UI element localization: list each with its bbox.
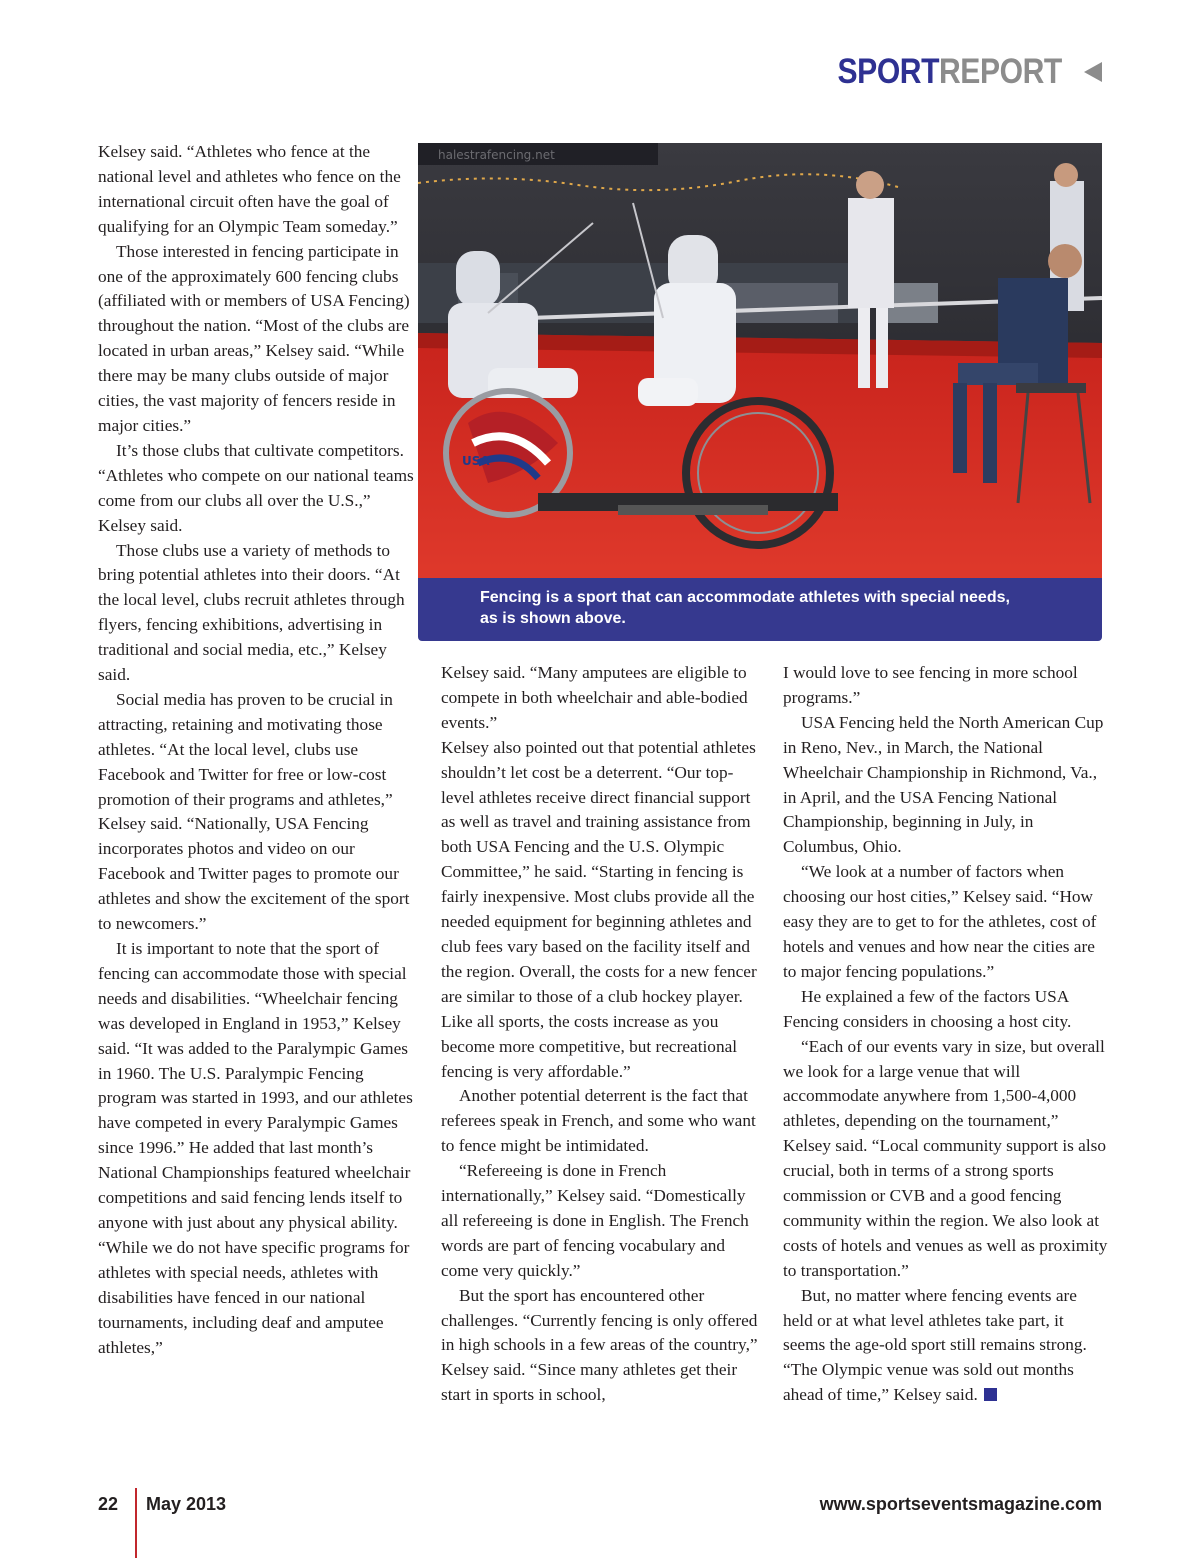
paragraph: Those clubs use a variety of methods to bring potential athletes into their doors. “At the local level, clubs recruit athletes through flyers, fencing exhibitions, advertising in traditional and social media, etc.,” Kelsey said. — [98, 540, 405, 685]
issue-date: May 2013 — [146, 1494, 227, 1514]
triangle-left-icon — [1084, 62, 1102, 82]
paragraph: Kelsey said. “Athletes who fence at the national level and athletes who fence on the international circuit often have the goal of qualifying for an Olympic Team someday.” — [98, 142, 401, 236]
paragraph: “Refereeing is done in French internationally,” Kelsey said. “Domestically all refereeing is done in English. The French words are part of fencing vocabulary and come very quickly.” — [441, 1161, 749, 1280]
paragraph: It’s those clubs that cultivate competitors. “Athletes who compete on our national teams come from our clubs all over the U.S.,” Kelsey said. — [98, 440, 414, 535]
fencing-photo — [418, 143, 1102, 593]
section-title-sport: SPORT — [837, 52, 940, 91]
website-url: www.sportseventsmagazine.com — [819, 1494, 1102, 1514]
paragraph: Those interested in fencing participate in one of the approximately 600 fencing clubs (affiliated with or members of USA Fencing) throughout the nation. “Most of the clubs are located in urban areas,” Kelsey said. “While there may be many clubs outside of major cities, the vast majority of fencers reside in major cities.” — [98, 241, 410, 435]
photo-caption — [418, 578, 1102, 641]
paragraph: USA Fencing held the North American Cup in Reno, Nev., in March, the National Wheelchair Championship in Richmond, Va., in April, and the USA Fencing National Championship, beginning in July, in Columbus, Ohio. — [783, 712, 1104, 857]
paragraph: Kelsey also pointed out that potential athletes shouldn’t let cost be a deterrent. “Our top-level athletes receive direct financial support as well as travel and training assistance from both USA Fencing and the U.S. Olympic Committee,” he said. “Starting in fencing is fairly inexpensive. Most clubs provide all the needed equipment for beginning athletes and club fees vary based on the facility itself and the region. Overall, the costs for a new fencer are similar to those of a club hockey player. Like all sports, the costs increase as you become more competitive, but recreational fencing is very affordable.” — [441, 737, 757, 1081]
paragraph-text: But, no matter where fencing events are held or at what level athletes take part, it seems the age-old sport still remains strong. “The Olympic venue was sold out months ahead of time,” Kelsey said. — [783, 1285, 1087, 1405]
paragraph: Social media has proven to be crucial in attracting, retaining and motivating those athletes. “At the local level, clubs use Facebook and Twitter for free or low-cost promotion of their programs and athletes,” Kelsey said. “Nationally, USA Fencing incorporates photos and video on our Facebook and Twitter pages to promote our athletes and show the excitement of the sport to newcomers.” — [98, 689, 410, 934]
caption-line: Fencing is a sport that can accommodate athletes with special needs, — [480, 589, 1010, 606]
article-column-2 — [441, 661, 766, 1408]
paragraph: I would love to see fencing in more school programs.” — [783, 663, 1078, 707]
paragraph: It is important to note that the sport of fencing can accommodate those with special needs and disabilities. “Wheelchair fencing was developed in England in 1953,” Kelsey said. “It was added to the Paralympic Games in 1960. The U.S. Paralympic Fencing program was started in 1993, and our athletes have competed in every Paralympic Games since 1996.” He added that last month’s National Championships featured wheelchair competitions and said fencing lends itself to anyone with just about any physical ability. “While we do not have specific programs for athletes with special needs, athletes with disabilities have fenced in our national tournaments, including deaf and amputee athletes,” — [98, 939, 413, 1357]
paragraph: “Each of our events vary in size, but overall we look for a large venue that will accommodate anywhere from 1,500-4,000 athletes, depending on the tournament,” Kelsey said. “Local community support is also crucial, both in terms of a strong sports commission or CVB and a good fencing community within the region. We also look at costs of hotels and venues as well as proximity to transportation.” — [783, 1036, 1108, 1280]
article-column-3 — [783, 661, 1108, 1408]
page-number: 22 — [98, 1494, 119, 1514]
jersey-text: USA — [462, 454, 490, 468]
paragraph — [783, 1284, 1108, 1409]
paragraph: But the sport has encountered other challenges. “Currently fencing is only offered in high schools in a few areas of the country,” Kelsey said. “Since many athletes get their start in sports in school, — [441, 1285, 758, 1405]
end-square-icon — [984, 1388, 997, 1401]
section-header — [821, 52, 1102, 92]
paragraph: He explained a few of the factors USA Fencing considers in choosing a host city. — [783, 986, 1072, 1031]
paragraph: “We look at a number of factors when choosing our host cities,” Kelsey said. “How easy they are to get to for the athletes, cost of hotels and venues and how near the cities are to major fencing populations.” — [783, 862, 1097, 981]
paragraph: Another potential deterrent is the fact that referees speak in French, and some who want to fence might be intimidated. — [441, 1086, 756, 1156]
footer-divider — [135, 1488, 137, 1558]
paragraph: Kelsey said. “Many amputees are eligible to compete in both wheelchair and able-bodied events.” — [441, 663, 748, 732]
section-title-report: REPORT — [939, 52, 1062, 91]
caption-line: as is shown above. — [480, 610, 626, 627]
article-column-1 — [98, 140, 418, 1360]
banner-text: halestrafencing.net — [438, 148, 555, 162]
